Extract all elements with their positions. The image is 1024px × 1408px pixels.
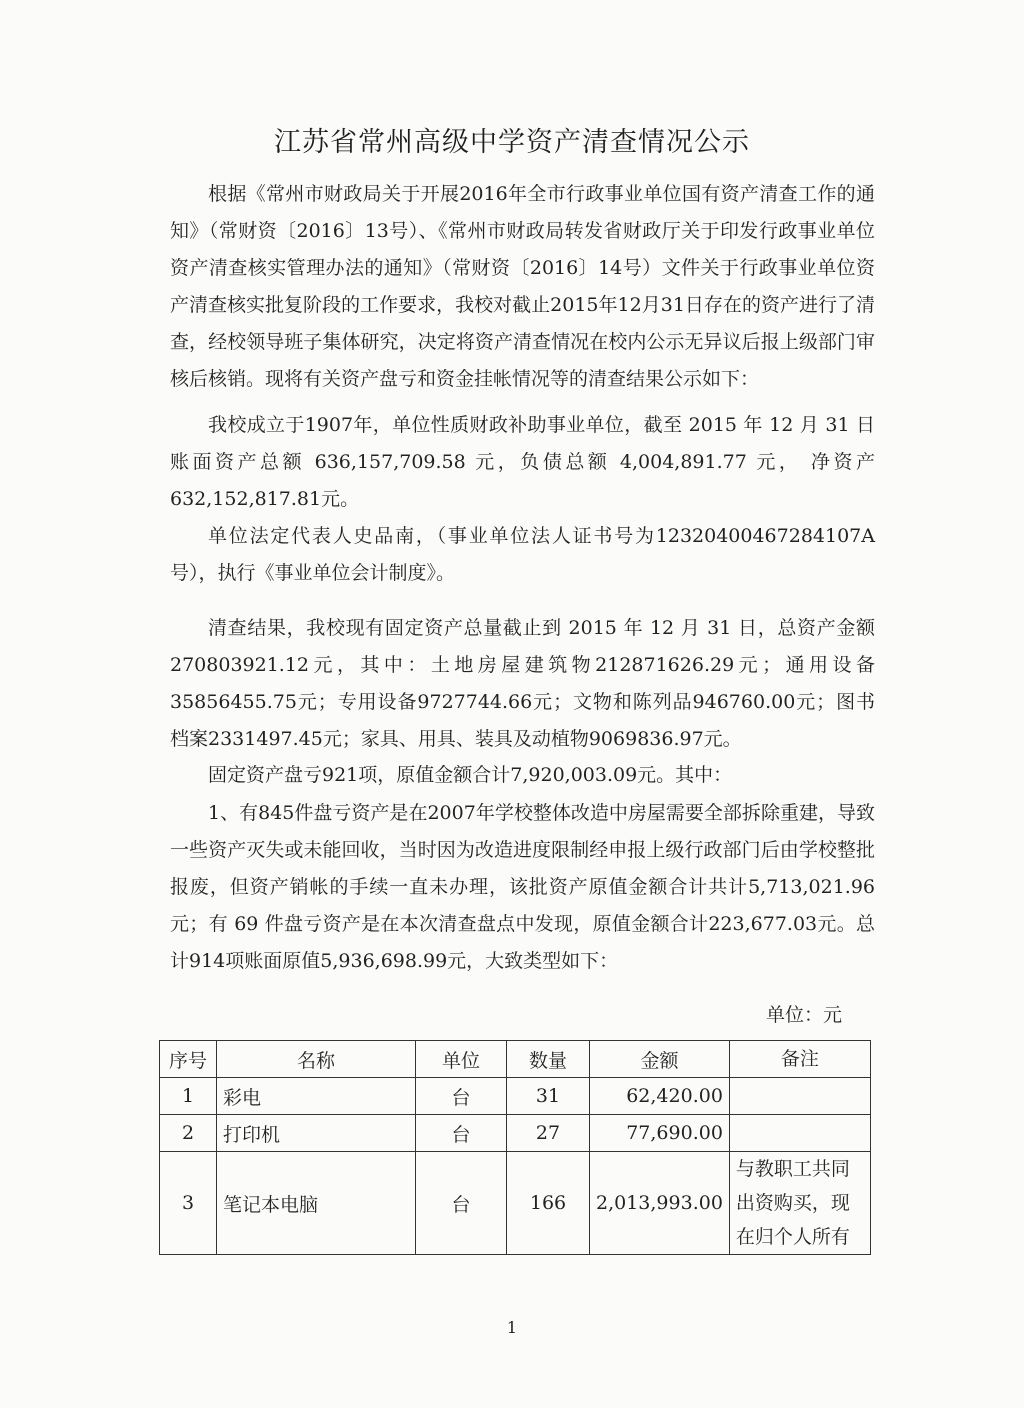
header-seq: 序号 xyxy=(160,1041,217,1078)
cell-qty: 166 xyxy=(507,1152,590,1255)
table-header-row xyxy=(160,1041,871,1078)
cell-seq: 2 xyxy=(160,1115,217,1152)
page-number: 1 xyxy=(506,1318,518,1337)
asset-loss-table xyxy=(159,1040,871,1255)
cell-amount: 2,013,993.00 xyxy=(590,1152,730,1255)
cell-note xyxy=(729,1115,870,1152)
cell-name: 打印机 xyxy=(217,1115,416,1152)
header-amount: 金额 xyxy=(590,1041,730,1078)
cell-note xyxy=(729,1078,870,1115)
cell-amount: 62,420.00 xyxy=(590,1078,730,1115)
cell-seq: 1 xyxy=(160,1078,217,1115)
paragraph-inventory-result: 清查结果，我校现有固定资产总量截止到 2015 年 12 月 31 日，总资产金额270803921.12元，其中：土地房屋建筑物212871626.29元；通用设备35856455.75元；专用设备9727744.66元；文物和陈列品946760.00元；图书档案2331497.45元；家具、用具、装具及动植物9069836.97元。 xyxy=(170,617,875,750)
cell-unit: 台 xyxy=(416,1152,507,1255)
paragraph-legal-representative: 单位法定代表人史品南，（事业单位法人证书号为12320400467284107A号），执行《事业单位会计制度》。 xyxy=(170,525,875,584)
cell-qty: 31 xyxy=(507,1078,590,1115)
paragraph-school-overview: 我校成立于1907年，单位性质财政补助事业单位，截至 2015 年 12 月 31 日账面资产总额 636,157,709.58 元，负债总额 4,004,891.77 元， 净资产632,152,817.81元。 xyxy=(170,414,875,510)
header-note: 备注 xyxy=(729,1041,870,1078)
table-row xyxy=(160,1078,871,1115)
cell-amount: 77,690.00 xyxy=(590,1115,730,1152)
table-row xyxy=(160,1115,871,1152)
paragraph-asset-loss: 固定资产盘亏921项，原值金额合计7,920,003.09元。其中： xyxy=(208,764,733,786)
cell-note: 与教职工共同出资购买，现在归个人所有 xyxy=(729,1152,870,1255)
cell-name: 笔记本电脑 xyxy=(217,1152,416,1255)
header-unit: 单位 xyxy=(416,1041,507,1078)
unit-label: 单位：元 xyxy=(766,1004,843,1026)
cell-qty: 27 xyxy=(507,1115,590,1152)
paragraph-loss-details: 1、有845件盘亏资产是在2007年学校整体改造中房屋需要全部拆除重建，导致一些资产灭失或未能回收，当时因为改造进度限制经申报上级行政部门后由学校整批报废，但资产销帐的手续一直未办理，该批资产原值金额合计共计5,713,021.96 元；有 69 件盘亏资产是在本次清查盘点中发现，原值金额合计223,677.03元。总计914项账面原值5,936,698.99元，大致类型如下： xyxy=(170,802,875,972)
cell-unit: 台 xyxy=(416,1115,507,1152)
header-qty: 数量 xyxy=(507,1041,590,1078)
paragraph-background: 根据《常州市财政局关于开展2016年全市行政事业单位国有资产清查工作的通知》（常财资〔2016〕13号）、《常州市财政局转发省财政厅关于印发行政事业单位资产清查核实管理办法的通知》（常财资〔2016〕14号）文件关于行政事业单位资产清查核实批复阶段的工作要求，我校对截止2015年12月31日存在的资产进行了清查，经校领导班子集体研究，决定将资产清查情况在校内公示无异议后报上级部门审核后核销。现将有关资产盘亏和资金挂帐情况等的清查结果公示如下： xyxy=(170,183,875,390)
document-title: 江苏省常州高级中学资产清查情况公示 xyxy=(274,127,750,158)
header-name: 名称 xyxy=(217,1041,416,1078)
cell-unit: 台 xyxy=(416,1078,507,1115)
cell-name: 彩电 xyxy=(217,1078,416,1115)
cell-seq: 3 xyxy=(160,1152,217,1255)
table-row xyxy=(160,1152,871,1255)
